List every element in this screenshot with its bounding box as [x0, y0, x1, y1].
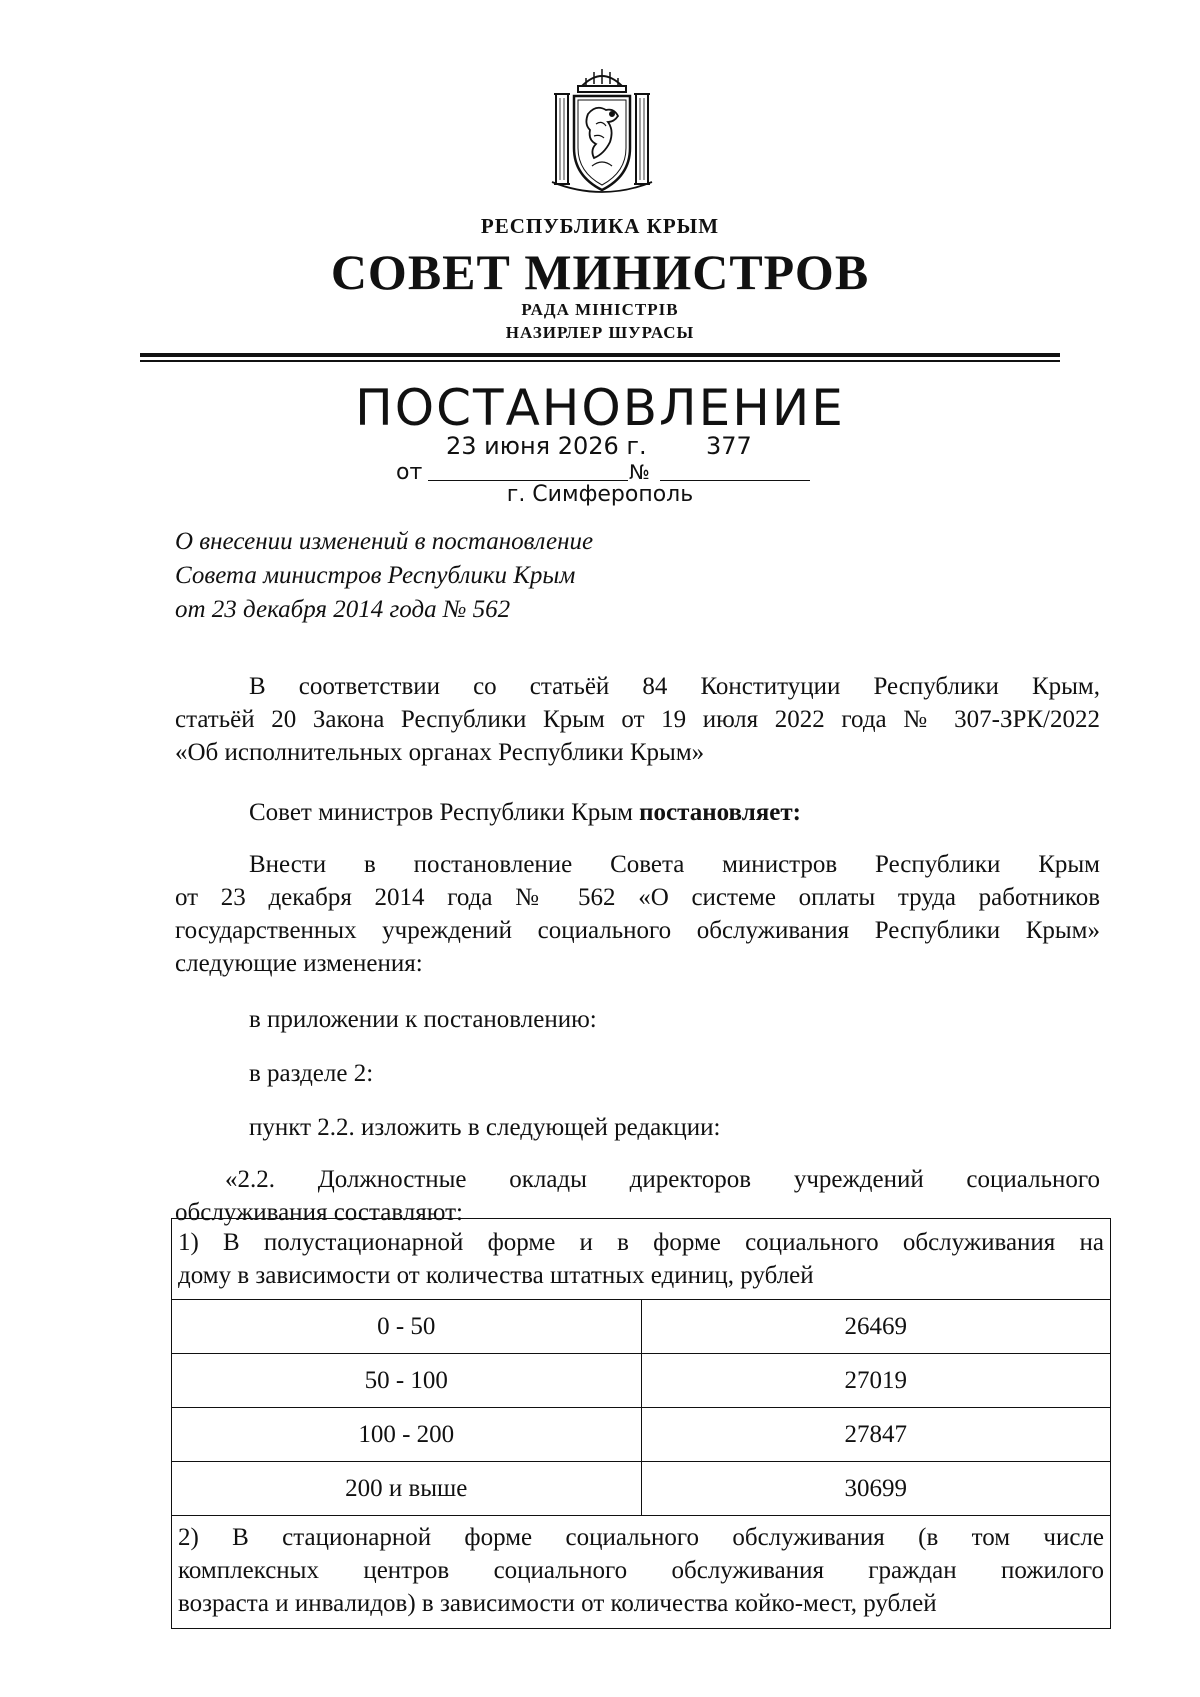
section-header-line: возраста и инвалидов) в зависимости от количества койко-мест, рублей [178, 1590, 937, 1617]
paragraph-line: «2.2. Должностные оклады директоров учреждений социального [225, 1166, 1100, 1193]
paragraph-amendment [175, 848, 1100, 980]
staff-range-cell: 200 и выше [172, 1462, 642, 1516]
number-sign-label: № [629, 460, 650, 484]
table-row [172, 1408, 1111, 1462]
council-title-crimean-tatar: НАЗИРЛЕР ШУРАСЫ [505, 323, 695, 342]
city-label: г. Симферополь [506, 482, 694, 507]
paragraph-line: обслуживания составляют: [175, 1199, 464, 1226]
table-row [172, 1300, 1111, 1354]
republic-title: РЕСПУБЛИКА КРЫМ [480, 214, 720, 238]
council-title-ukrainian: РАДА МІНІСТРІВ [521, 300, 679, 319]
council-title: СОВЕТ МИНИСТРОВ [330, 244, 870, 300]
table-section-row [172, 1516, 1111, 1629]
paragraph-appendix: в приложении к постановлению: [249, 1006, 597, 1033]
paragraph-section: в разделе 2: [249, 1060, 374, 1087]
decree-date: 23 июня 2026 г. [446, 432, 647, 460]
paragraph-line: В соответствии со статьёй 84 Конституции Республики Крым, [249, 673, 1100, 700]
paragraph-line: Внести в постановление Совета министров Республики Крым [249, 851, 1100, 878]
number-underline [660, 480, 810, 481]
header-rule-thick [140, 353, 1060, 357]
salary-cell: 26469 [641, 1300, 1111, 1354]
salary-cell: 27019 [641, 1354, 1111, 1408]
section-header-line: комплексных центров социального обслуживания граждан пожилого [178, 1557, 1104, 1584]
salary-cell: 30699 [641, 1462, 1111, 1516]
header-rule-thin [140, 360, 1060, 362]
section-header-line: 1) В полустационарной форме и в форме социального обслуживания на [178, 1229, 1104, 1256]
decree-number: 377 [706, 432, 752, 460]
salary-cell: 27847 [641, 1408, 1111, 1462]
staff-range-cell: 0 - 50 [172, 1300, 642, 1354]
table-row [172, 1462, 1111, 1516]
paragraph-line: от 23 декабря 2014 года № 562 «О системе оплаты труда работников [175, 884, 1100, 911]
staff-range-cell: 50 - 100 [172, 1354, 642, 1408]
resolves-keyword: постановляет: [639, 799, 801, 826]
date-prefix-label: от [396, 460, 423, 485]
paragraph-resolves [249, 796, 801, 829]
table-section-1-header [172, 1219, 1111, 1300]
coat-of-arms-emblem [548, 64, 656, 196]
paragraph-legal-basis [175, 670, 1100, 769]
table-section-row [172, 1219, 1111, 1300]
salary-table [171, 1218, 1111, 1629]
paragraph-clause: пункт 2.2. изложить в следующей редакции: [249, 1114, 721, 1141]
section-header-line: 2) В стационарной форме социального обслуживания (в том числе [178, 1524, 1104, 1551]
table-row [172, 1354, 1111, 1408]
document-type: ПОСТАНОВЛЕНИЕ [355, 379, 845, 437]
staff-range-cell: 100 - 200 [172, 1408, 642, 1462]
resolves-text: Совет министров Республики Крым [249, 799, 640, 826]
paragraph-line: «Об исполнительных органах Республики Крым» [175, 739, 705, 766]
table-section-2-header [172, 1516, 1111, 1629]
paragraph-line: следующие изменения: [175, 950, 423, 977]
date-underline [428, 480, 628, 481]
paragraph-line: государственных учреждений социального обслуживания Республики Крым» [175, 917, 1100, 944]
subject-line-3: от 23 декабря 2014 года № 562 [175, 596, 511, 623]
paragraph-line: статьёй 20 Закона Республики Крым от 19 июля 2022 года № 307-ЗРК/2022 [175, 706, 1100, 733]
section-header-line: дому в зависимости от количества штатных единиц, рублей [178, 1262, 814, 1289]
subject-line-1: О внесении изменений в постановление [175, 528, 594, 555]
subject-line-2: Совета министров Республики Крым [175, 562, 576, 589]
